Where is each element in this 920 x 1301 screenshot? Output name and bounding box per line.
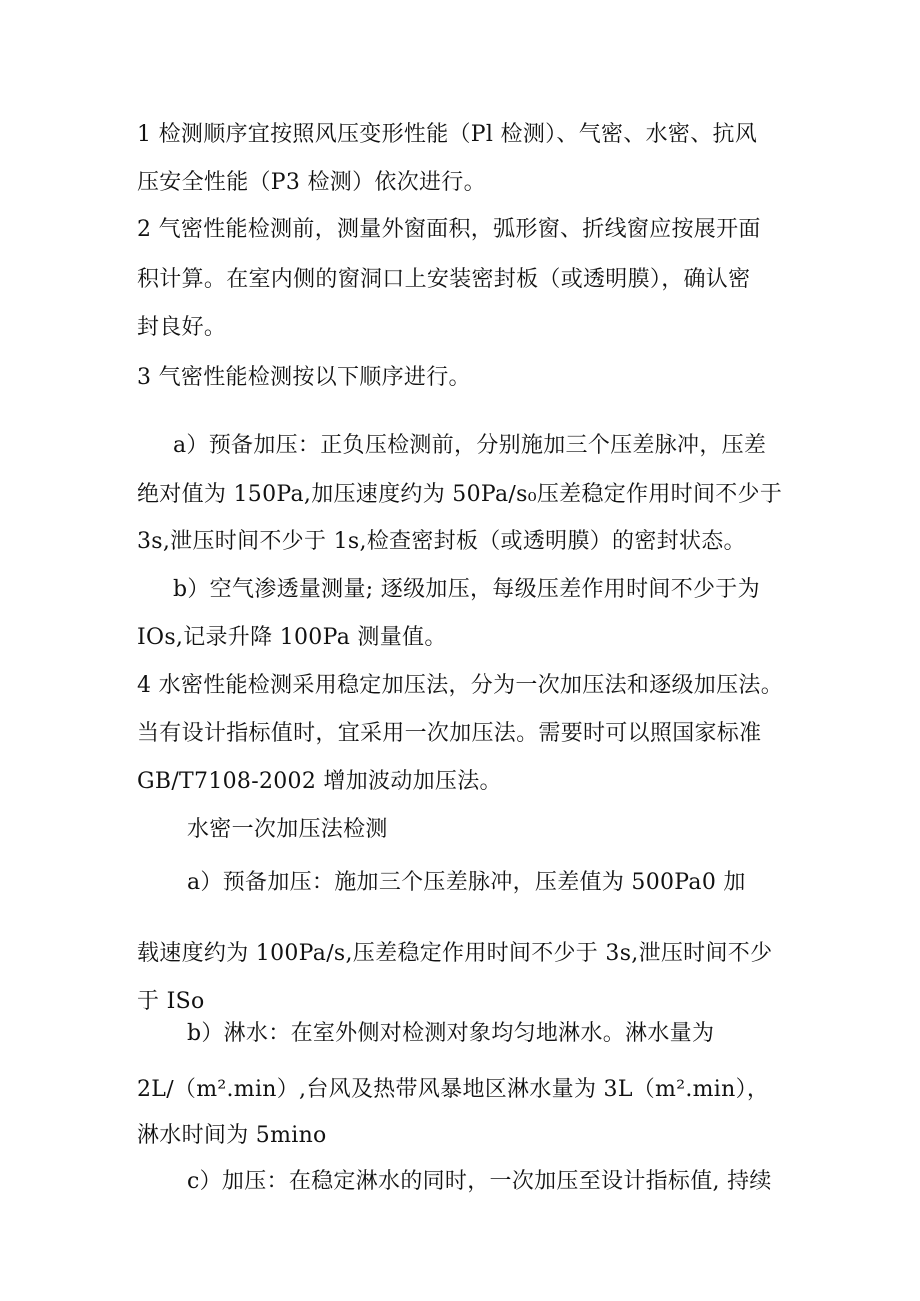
text-line: 4 水密性能检测采用稳定加压法，分为一次加压法和逐级加压法。 — [137, 673, 783, 698]
text-line: 压安全性能（P3 检测）依次进行。 — [137, 170, 486, 195]
text-line: 水密一次加压法检测 — [187, 817, 388, 842]
text-line: 1 检测顺序宜按照风压变形性能（Pl 检测）、气密、水密、抗风 — [137, 122, 758, 147]
text-line: c）加压：在稳定淋水的同时，一次加压至设计指标值, 持续 — [187, 1169, 772, 1194]
text-line: 3s,泄压时间不少于 1s,检查密封板（或透明膜）的密封状态。 — [137, 529, 746, 554]
text-line: 2L∕（m².min）,台风及热带风暴地区淋水量为 3L（m².min）， — [137, 1077, 770, 1102]
text-line: b）空气渗透量测量; 逐级加压，每级压差作用时间不少于为 — [173, 577, 760, 602]
text-line: 淋水时间为 5mino — [137, 1123, 327, 1148]
text-line: 于 ISo — [137, 989, 205, 1014]
text-line: 2 气密性能检测前，测量外窗面积，弧形窗、折线窗应按展开面 — [137, 217, 761, 242]
text-line: 积计算。在室内侧的窗洞口上安装密封板（或透明膜），确认密 — [137, 267, 751, 292]
text-line: a）预备加压：施加三个压差脉冲，压差值为 500Pa0 加 — [187, 870, 746, 895]
text-line: b）淋水：在室外侧对检测对象均匀地淋水。淋水量为 — [187, 1021, 715, 1046]
text-line: GB/T7108-2002 增加波动加压法。 — [137, 769, 502, 794]
text-line: 封良好。 — [137, 315, 227, 340]
text-line: 载速度约为 100Pa∕s,压差稳定作用时间不少于 3s,泄压时间不少 — [137, 941, 773, 966]
text-line: a）预备加压：正负压检测前，分别施加三个压差脉冲，压差 — [173, 433, 767, 458]
text-line: IOs,记录升降 100Pa 测量值。 — [137, 625, 447, 650]
text-line: 当有设计指标值时，宜采用一次加压法。需要时可以照国家标准 — [137, 721, 762, 746]
text-line: 3 气密性能检测按以下顺序进行。 — [137, 365, 471, 390]
text-line: 绝对值为 150Pa,加压速度约为 50Pa∕s₀压差稳定作用时间不少于 — [137, 482, 783, 507]
